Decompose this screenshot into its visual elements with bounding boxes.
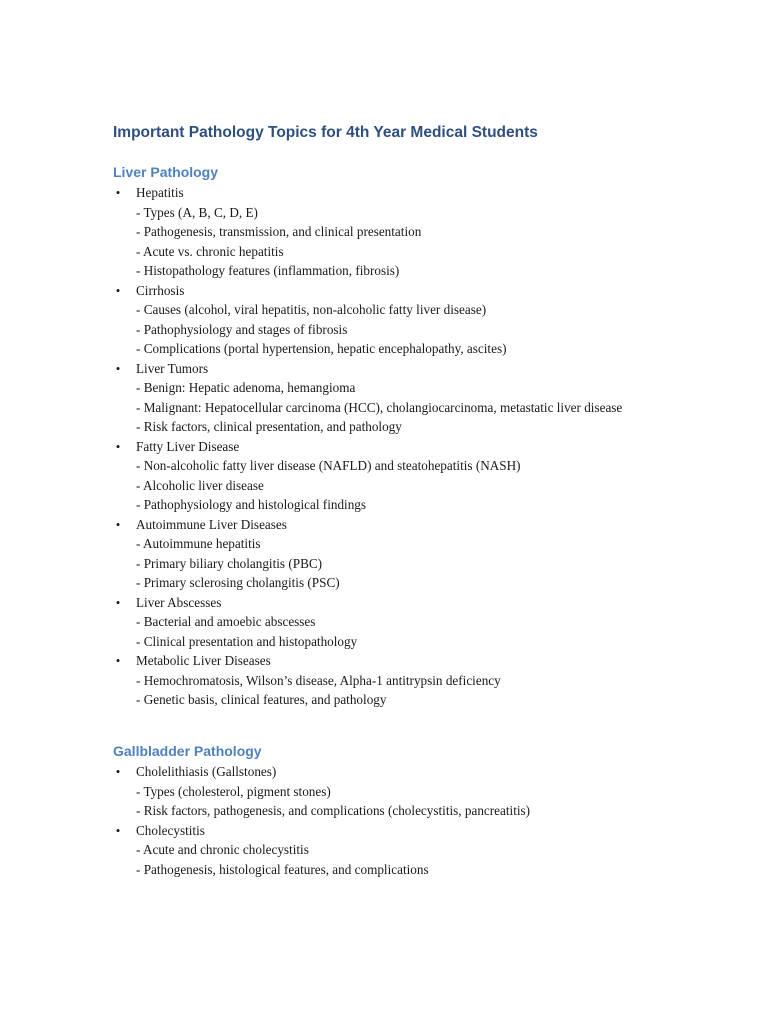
bullet-icon: • [115, 360, 121, 376]
topic-title: Cholecystitis [136, 822, 205, 838]
bullet-icon: • [115, 653, 121, 668]
section-heading: Gallbladder Pathology [113, 743, 262, 759]
topic-detail: - Risk factors, pathogenesis, and complications (cholecystitis, pancreatitis) [136, 803, 531, 818]
topic-title: Liver Tumors [136, 360, 209, 376]
topic-detail: - Pathophysiology and histological findings [136, 497, 367, 512]
topic-detail: - Risk factors, clinical presentation, and pathology [136, 419, 402, 434]
topic-detail: - Types (A, B, C, D, E) [136, 204, 258, 220]
topic-item [113, 593, 673, 652]
topic-detail: - Acute vs. chronic hepatitis [136, 243, 284, 259]
topic-detail: - Histopathology features (inflammation, fibrosis) [136, 263, 400, 278]
topic-title: Metabolic Liver Diseases [136, 653, 271, 668]
topic-detail: - Autoimmune hepatitis [136, 536, 261, 551]
section-liver-pathology [113, 161, 673, 710]
topic-detail: - Pathogenesis, transmission, and clinical presentation [136, 224, 422, 239]
topic-detail: - Non-alcoholic fatty liver disease (NAFLD) and steatohepatitis (NASH) [136, 458, 521, 473]
section-gallbladder-pathology [113, 740, 673, 879]
topic-detail: - Complications (portal hypertension, hepatic encephalopathy, ascites) [136, 341, 507, 356]
topic-item [113, 437, 673, 515]
document-title: Important Pathology Topics for 4th Year Medical Students [113, 124, 538, 141]
topic-list [113, 183, 673, 710]
topic-title: Hepatitis [136, 185, 184, 200]
topic-item [113, 183, 673, 281]
topic-title: Liver Abscesses [136, 594, 222, 610]
topic-detail: - Pathophysiology and stages of fibrosis [136, 321, 348, 337]
topic-item [113, 821, 673, 880]
topic-item [113, 359, 673, 437]
bullet-icon: • [115, 516, 121, 532]
topic-detail: - Types (cholesterol, pigment stones) [136, 783, 331, 799]
topic-detail: - Clinical presentation and histopathology [136, 633, 358, 649]
topic-detail: - Primary biliary cholangitis (PBC) [136, 555, 323, 571]
topic-title: Cirrhosis [136, 282, 185, 298]
topic-detail: - Causes (alcohol, viral hepatitis, non-alcoholic fatty liver disease) [136, 302, 487, 317]
topic-detail: - Bacterial and amoebic abscesses [136, 614, 316, 629]
bullet-icon: • [115, 764, 121, 779]
topic-title: Autoimmune Liver Diseases [136, 516, 287, 532]
topic-title: Fatty Liver Disease [136, 438, 240, 454]
topic-detail: - Primary sclerosing cholangitis (PSC) [136, 575, 340, 590]
topic-item [113, 762, 673, 821]
bullet-icon: • [115, 822, 121, 838]
topic-detail: - Hemochromatosis, Wilson’s disease, Alpha-1 antitrypsin deficiency [136, 672, 501, 688]
topic-title: Cholelithiasis (Gallstones) [136, 764, 277, 779]
topic-item [113, 515, 673, 593]
topic-detail: - Genetic basis, clinical features, and pathology [136, 692, 387, 707]
topic-item [113, 651, 673, 710]
section-heading: Liver Pathology [113, 164, 219, 180]
bullet-icon: • [115, 594, 121, 610]
topic-detail: - Benign: Hepatic adenoma, hemangioma [136, 380, 356, 395]
topic-detail: - Acute and chronic cholecystitis [136, 842, 309, 857]
topic-item [113, 281, 673, 359]
topic-detail: - Pathogenesis, histological features, and complications [136, 861, 429, 877]
bullet-icon: • [115, 438, 121, 454]
topic-list [113, 762, 673, 879]
bullet-icon: • [115, 282, 121, 298]
topic-detail: - Malignant: Hepatocellular carcinoma (HCC), cholangiocarcinoma, metastatic liver disease [136, 399, 623, 415]
topic-detail: - Alcoholic liver disease [136, 477, 264, 493]
bullet-icon: • [115, 185, 121, 200]
